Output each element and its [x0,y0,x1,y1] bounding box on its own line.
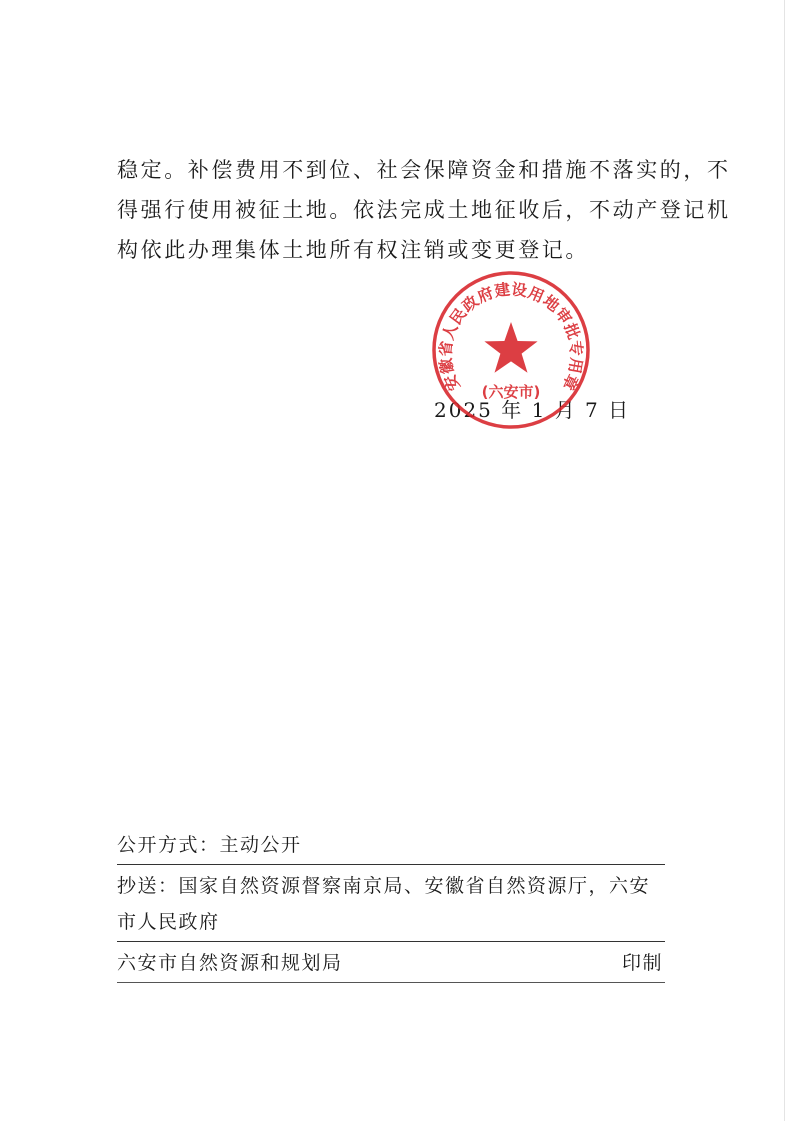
printed-text: 印制 [621,952,663,974]
star-icon [484,322,537,373]
body-line-1: 稳定。补偿费用不到位、社会保障资金和措施不落实的，不 [117,158,731,182]
disclosure-text: 公开方式：主动公开 [117,834,302,856]
issuer-line [117,946,665,983]
body-paragraph [117,150,731,270]
disclosure-line [117,828,665,865]
official-seal [430,269,592,431]
cc-text-1: 抄送：国家自然资源督察南京局、安徽省自然资源厅，六安 [117,875,651,897]
document-footer [117,828,665,983]
cc-text-2: 市人民政府 [117,911,220,933]
issue-date: 2025 年 1 月 7 日 [434,398,631,422]
issuer-text: 六安市自然资源和规划局 [117,952,343,974]
cc-line-1 [117,869,665,905]
seal-bottom-text: (六安市) [481,383,541,401]
body-line-3: 构依此办理集体土地所有权注销或变更登记。 [117,238,589,262]
cc-line-2 [117,905,665,942]
body-line-2: 得强行使用被征土地。依法完成土地征收后，不动产登记机 [117,198,731,222]
page-edge-line [784,0,785,1121]
seal-ring-text: 安徽省人民政府建设用地审批专用章 [436,280,586,394]
